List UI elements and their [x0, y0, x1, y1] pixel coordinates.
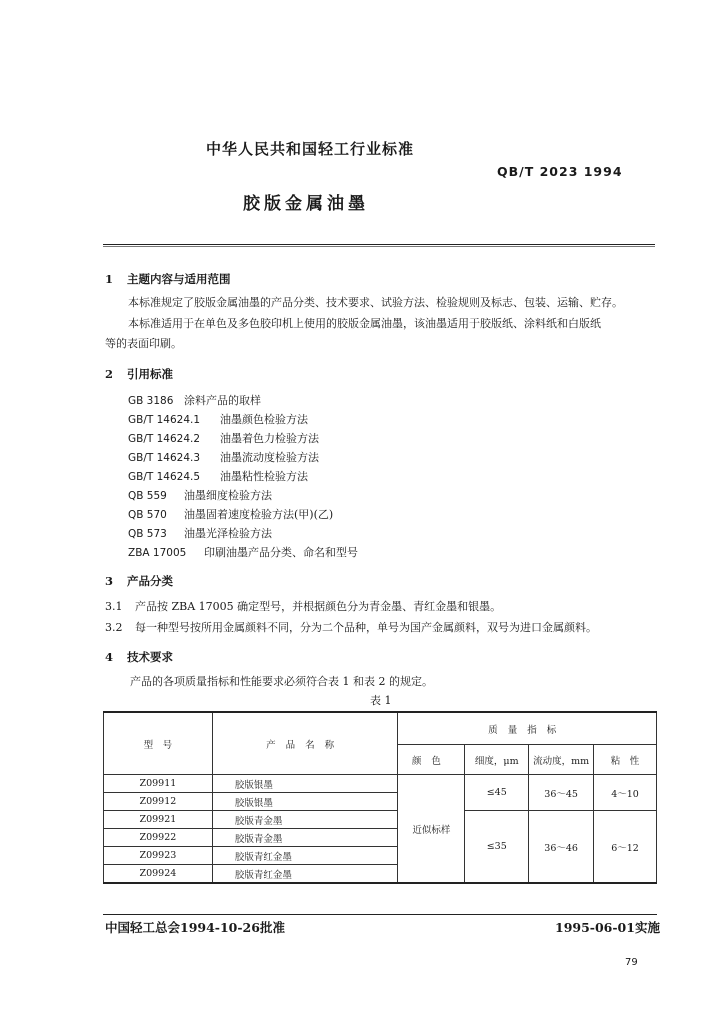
approval-date: 中国轻工总会1994-10-26批准 [105, 920, 285, 935]
cell-product-name: 胶版青金墨 [212, 811, 398, 829]
cell-model: Z09921 [104, 811, 213, 829]
section-2-heading [105, 366, 173, 382]
reference-code: ZBA 17005 [128, 547, 187, 559]
section-number: 2 [105, 367, 114, 381]
cell-product-name: 胶版青金墨 [212, 829, 398, 847]
cell-model: Z09924 [104, 865, 213, 884]
reference-code: QB 559 [128, 490, 167, 502]
cell-product-name: 胶版青红金墨 [212, 847, 398, 865]
section-1-paragraph-1: 本标准规定了胶版金属油墨的产品分类、技术要求、试验方法、检验规则及标志、包装、运输、贮存。 [128, 296, 623, 309]
clause-number: 3.2 [105, 621, 123, 634]
reference-code: GB/T 14624.2 [128, 433, 201, 445]
header-quality: 质量指标 [398, 712, 657, 745]
reference-name: 印刷油墨产品分类、命名和型号 [204, 546, 358, 559]
cell-fineness: ≤35 [465, 811, 529, 884]
page-number: 79 [625, 957, 638, 968]
reference-code: GB 3186 [128, 395, 174, 407]
header-product-name: 产品名称 [212, 712, 398, 775]
reference-name: 油墨颜色检验方法 [220, 413, 308, 426]
cell-flow: 36～45 [529, 775, 594, 811]
reference-code: QB 573 [128, 528, 167, 540]
header-tack: 粘 性 [594, 745, 657, 775]
header-flow: 流动度，mm [529, 745, 594, 775]
issuing-organization: 中华人民共和国轻工行业标准 [206, 140, 415, 158]
cell-model: Z09912 [104, 793, 213, 811]
section-1-paragraph-2-cont: 等的表面印刷。 [105, 337, 182, 350]
standard-code: QB/T 2023 1994 [497, 164, 623, 179]
reference-code: GB/T 14624.3 [128, 452, 201, 464]
cell-product-name: 胶版青红金墨 [212, 865, 398, 884]
section-4-paragraph: 产品的各项质量指标和性能要求必须符合表 1 和表 2 的规定。 [130, 675, 433, 688]
reference-name: 油墨流动度检验方法 [220, 451, 319, 464]
footer-divider [103, 914, 657, 915]
cell-tack: 4～10 [594, 775, 657, 811]
reference-name: 涂料产品的取样 [184, 394, 261, 407]
clause-3-1 [105, 597, 501, 617]
section-number: 4 [105, 650, 114, 664]
header-color: 颜色 [398, 745, 465, 775]
section-1-heading [105, 271, 231, 287]
clause-text: 产品按 ZBA 17005 确定型号，并根据颜色分为青金墨、青红金墨和银墨。 [135, 600, 502, 613]
cell-model: Z09911 [104, 775, 213, 793]
reference-item [128, 544, 358, 560]
cell-product-name: 胶版银墨 [212, 775, 398, 793]
section-title: 引用标准 [127, 367, 173, 381]
reference-name: 油墨粘性检验方法 [220, 470, 308, 483]
cell-flow: 36～46 [529, 811, 594, 884]
clause-3-2 [105, 618, 597, 638]
header-model: 型 号 [104, 712, 213, 775]
section-1-paragraph-2: 本标准适用于在单色及多色胶印机上使用的胶版金属油墨，该油墨适用于胶版纸、涂料纸和白版纸 [128, 317, 601, 330]
document-title: 胶版金属油墨 [243, 194, 369, 214]
reference-item [128, 468, 308, 484]
section-number: 3 [105, 574, 114, 588]
cell-tack: 6～12 [594, 811, 657, 884]
reference-item [128, 392, 261, 408]
table-1 [103, 711, 657, 884]
reference-code: GB/T 14624.5 [128, 471, 201, 483]
reference-item [128, 506, 333, 522]
cell-model: Z09922 [104, 829, 213, 847]
reference-code: QB 570 [128, 509, 167, 521]
section-number: 1 [105, 272, 114, 286]
reference-item [128, 411, 308, 427]
reference-item [128, 449, 319, 465]
cell-model: Z09923 [104, 847, 213, 865]
reference-name: 油墨光泽检验方法 [184, 527, 272, 540]
table-1-caption: 表 1 [370, 694, 392, 707]
table-row [104, 811, 657, 829]
header-divider-secondary [103, 246, 655, 247]
reference-code: GB/T 14624.1 [128, 414, 201, 426]
reference-item [128, 525, 272, 541]
header-divider [103, 244, 655, 245]
table-row [104, 775, 657, 793]
implementation-date: 1995-06-01实施 [555, 920, 660, 935]
cell-fineness: ≤45 [465, 775, 529, 811]
reference-name: 油墨固着速度检验方法(甲)(乙) [184, 508, 334, 521]
reference-name: 油墨着色力检验方法 [220, 432, 319, 445]
section-3-heading [105, 573, 173, 589]
reference-item [128, 430, 319, 446]
reference-item [128, 487, 272, 503]
section-4-heading [105, 649, 173, 665]
clause-text: 每一种型号按所用金属颜料不同，分为二个品种，单号为国产金属颜料，双号为进口金属颜料。 [135, 621, 597, 634]
clause-number: 3.1 [105, 600, 123, 613]
reference-name: 油墨细度检验方法 [184, 489, 272, 502]
cell-color: 近似标样 [398, 775, 465, 884]
cell-product-name: 胶版银墨 [212, 793, 398, 811]
section-title: 主题内容与适用范围 [127, 272, 231, 286]
header-fineness: 细度，μm [465, 745, 529, 775]
section-title: 技术要求 [127, 650, 173, 664]
section-title: 产品分类 [127, 574, 173, 588]
